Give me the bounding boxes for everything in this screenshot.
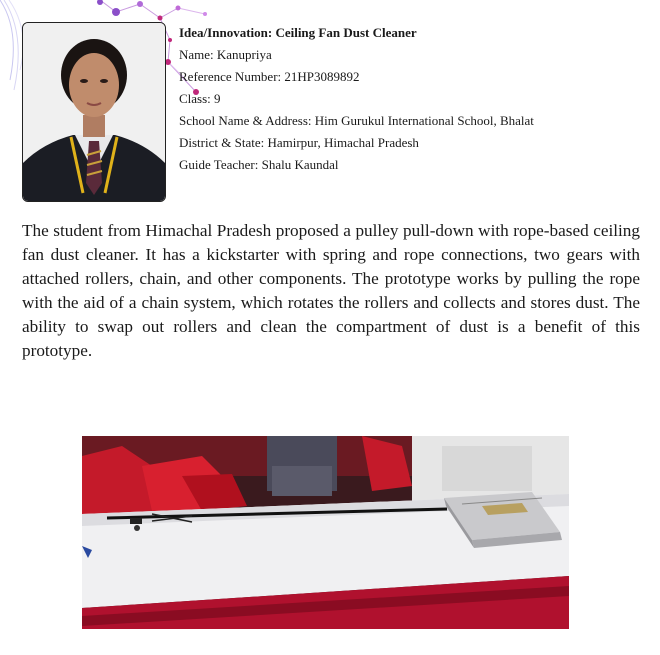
reference-number: Reference Number: 21HP3089892: [179, 69, 360, 84]
school-address: School Name & Address: Him Gurukul International School, Bhalat: [179, 113, 534, 128]
innovation-title: Idea/Innovation: Ceiling Fan Dust Cleaner: [179, 25, 417, 40]
student-name: Name: Kanupriya: [179, 47, 272, 62]
student-class: Class: 9: [179, 91, 221, 106]
student-details: [179, 22, 639, 176]
description-paragraph: The student from Himachal Pradesh proposed a pulley pull-down with rope-based ceiling fan dust cleaner. It has a kickstarter with spring and rope connections, two gears with attached rollers, chain, and other components. The prototype works by pulling the rope with the aid of a chain system, which rotates the rollers and collects and stores dust. The ability to swap out rollers and clean the compartment of dust is a benefit of this prototype.: [22, 221, 640, 360]
guide-teacher: Guide Teacher: Shalu Kaundal: [179, 157, 339, 172]
district-state: District & State: Hamirpur, Himachal Pradesh: [179, 135, 419, 150]
student-photo: [22, 22, 166, 202]
prototype-photo: [82, 436, 569, 629]
